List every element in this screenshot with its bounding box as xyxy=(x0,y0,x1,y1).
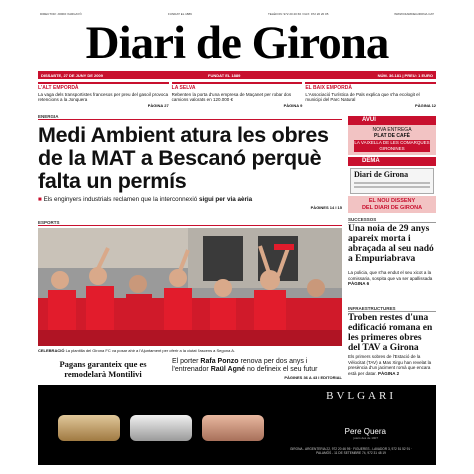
issue-number: NÚM. 36.181 | PREU: 1 EURO xyxy=(377,73,433,78)
teaser-alt-emporda[interactable] xyxy=(38,82,169,110)
teaser-agne-name: Raül Agné xyxy=(210,366,246,373)
successos-page: PÀGINA 6 xyxy=(348,281,370,286)
avui-promo[interactable] xyxy=(348,125,436,155)
avui-vitrina: LA VAIXELLA DE LES COMARQUES GIRONINES xyxy=(354,140,430,151)
teaser-ponzo-page: PÀGINES 36 A 43 I EDITORIAL xyxy=(284,375,342,380)
ring-diamond xyxy=(130,415,192,441)
founded-year: FUNDAT EL 1889 xyxy=(208,73,241,78)
main-headline[interactable]: Medi Ambient atura les obres de la MAT a Bescanó perquè falta un permís xyxy=(38,123,329,193)
section-label-infraestructures: INFRAESTRUCTURES xyxy=(348,306,436,312)
bulgari-advertisement[interactable] xyxy=(38,385,436,465)
deck-text: Els enginyers industrials reclamen que la interconnexió xyxy=(43,196,198,203)
caption-label: CELEBRACIÓ xyxy=(38,348,65,353)
phone-info: TELÈFON: 972 20 20 66 / FAX: 972 20 20 05 xyxy=(268,12,329,16)
team-celebration-photo[interactable] xyxy=(38,228,342,346)
caption-text: La plantilla del Girona FC va posar ahir a l'Ajuntament per oferir a la ciutat l'ascens a Segona A. xyxy=(65,348,235,353)
teaser-kicker: L'ALT EMPORDÀ xyxy=(38,85,79,91)
ad-store: Pere Quera xyxy=(344,427,386,436)
teaser-page: PÀGINA 12 xyxy=(415,102,437,108)
teaser-page: PÀGINA 9 xyxy=(283,102,303,108)
right-sidebar xyxy=(348,110,436,385)
mini-front-page xyxy=(350,168,434,194)
teaser-page: PÀGINA 27 xyxy=(147,102,169,108)
teaser-text: La vaga dels transportistes francesos per preu del gasoil provoca retencions a la Jonquera xyxy=(38,91,169,102)
photo-illustration xyxy=(38,228,342,346)
section-label-energia: ENERGIA xyxy=(38,114,342,120)
teaser-ponzo-name: Rafa Ponzo xyxy=(200,358,239,365)
ad-address: GIRONA - ARGENTERIA 22, 972 20 46 95 · FIGUERES - LAVADOR 3, 972 51 52 91 · PALAMÓS - 11 DE SETEMBRE 74, 972 31 48 19 xyxy=(289,447,413,455)
infra-headline[interactable]: Troben restes d'una edificació romana en les primeres obres del TAV a Girona xyxy=(348,313,433,353)
ring-rose xyxy=(202,415,264,441)
infra-text xyxy=(348,354,436,376)
avui-label: AVUI xyxy=(348,116,436,125)
new-design-promo[interactable] xyxy=(348,196,436,213)
masthead: Diari de Girona xyxy=(85,17,389,69)
avui-line2: PLAT DE CAFÈ xyxy=(373,133,411,139)
teaser-text: L'Associació Turística de Pals explica que s'ha ecologit el municipi del Parc Natural xyxy=(305,91,420,102)
section-label-successos: SUCCESSOS xyxy=(348,217,436,223)
top-teasers xyxy=(38,82,436,110)
ring-gold xyxy=(58,415,120,441)
dema-label: DEMÀ xyxy=(348,157,436,166)
mini-line xyxy=(354,182,430,184)
successos-body: La policia, que s'ha endut el seu xicot a la comissaria, sospita que va ser apallissada xyxy=(348,270,433,281)
dateline-bar xyxy=(38,71,436,79)
avui-line1: NOVA ENTREGA xyxy=(372,127,412,133)
mini-title: Diari de Girona xyxy=(354,170,409,179)
bullet-icon: ■ xyxy=(38,196,42,203)
section-label-esports: ESPORTS xyxy=(38,220,342,226)
nou-line1: EL NOU DISSENY xyxy=(368,198,416,204)
ad-brand: BVLGARI xyxy=(326,390,396,402)
teaser-kicker: LA SELVA xyxy=(171,85,196,91)
nou-line2: DEL DIARI DE GIRONA xyxy=(361,204,423,211)
issue-date: DISSABTE, 27 DE JUNY DE 2009 xyxy=(41,73,103,78)
teaser-kicker: EL BAIX EMPORDÀ xyxy=(305,85,352,91)
website: WWW.DIARIDEGIRONA.CAT xyxy=(394,12,434,16)
infra-body: Els primers sobres de l'Estació de la Vèlocitat (TAV) a Mas Xirgu han revelat la presència d'un jaciment romà que encara està per datar. xyxy=(348,354,432,376)
successos-text xyxy=(348,270,436,287)
teaser-ponzo-pre: El porter xyxy=(172,358,199,365)
successos-headline[interactable]: Una noia de 29 anys apareix morta i abraçada al seu nadó a Empuriabrava xyxy=(348,224,434,264)
teaser-montilivi[interactable]: Pagans garanteix que es remodelarà Montilivi xyxy=(59,359,147,379)
teaser-la-selva[interactable] xyxy=(172,82,303,110)
teaser-ponzo-mid: renova per dos anys i l'entrenador xyxy=(172,358,308,373)
sports-teasers xyxy=(38,358,342,382)
director-credit: DIRECTOR: JORDI XARGAYÓ xyxy=(40,12,82,16)
photo-caption xyxy=(38,348,342,353)
founded-note: FUNDAT EL 1889 xyxy=(168,12,192,16)
teaser-baix-emporda[interactable] xyxy=(305,82,436,110)
teaser-ponzo-post: no defineix el seu futur xyxy=(247,366,318,373)
deck-bold: sigui per via aèria xyxy=(198,196,253,203)
teaser-ponzo[interactable] xyxy=(172,358,342,382)
infra-page: PÀGINA 2 xyxy=(378,370,400,376)
main-deck xyxy=(38,196,342,212)
teaser-text: Rebenten la porta d'una empresa de Maçanet per robar dos camions valorats en 120.000 € xyxy=(171,91,292,102)
newspaper-front-page xyxy=(38,10,436,470)
ad-store-sub: joiers des de 1907 xyxy=(353,436,378,440)
deck-pages: PÀGINES 14 I 15 xyxy=(310,205,342,210)
mini-line xyxy=(354,186,430,188)
